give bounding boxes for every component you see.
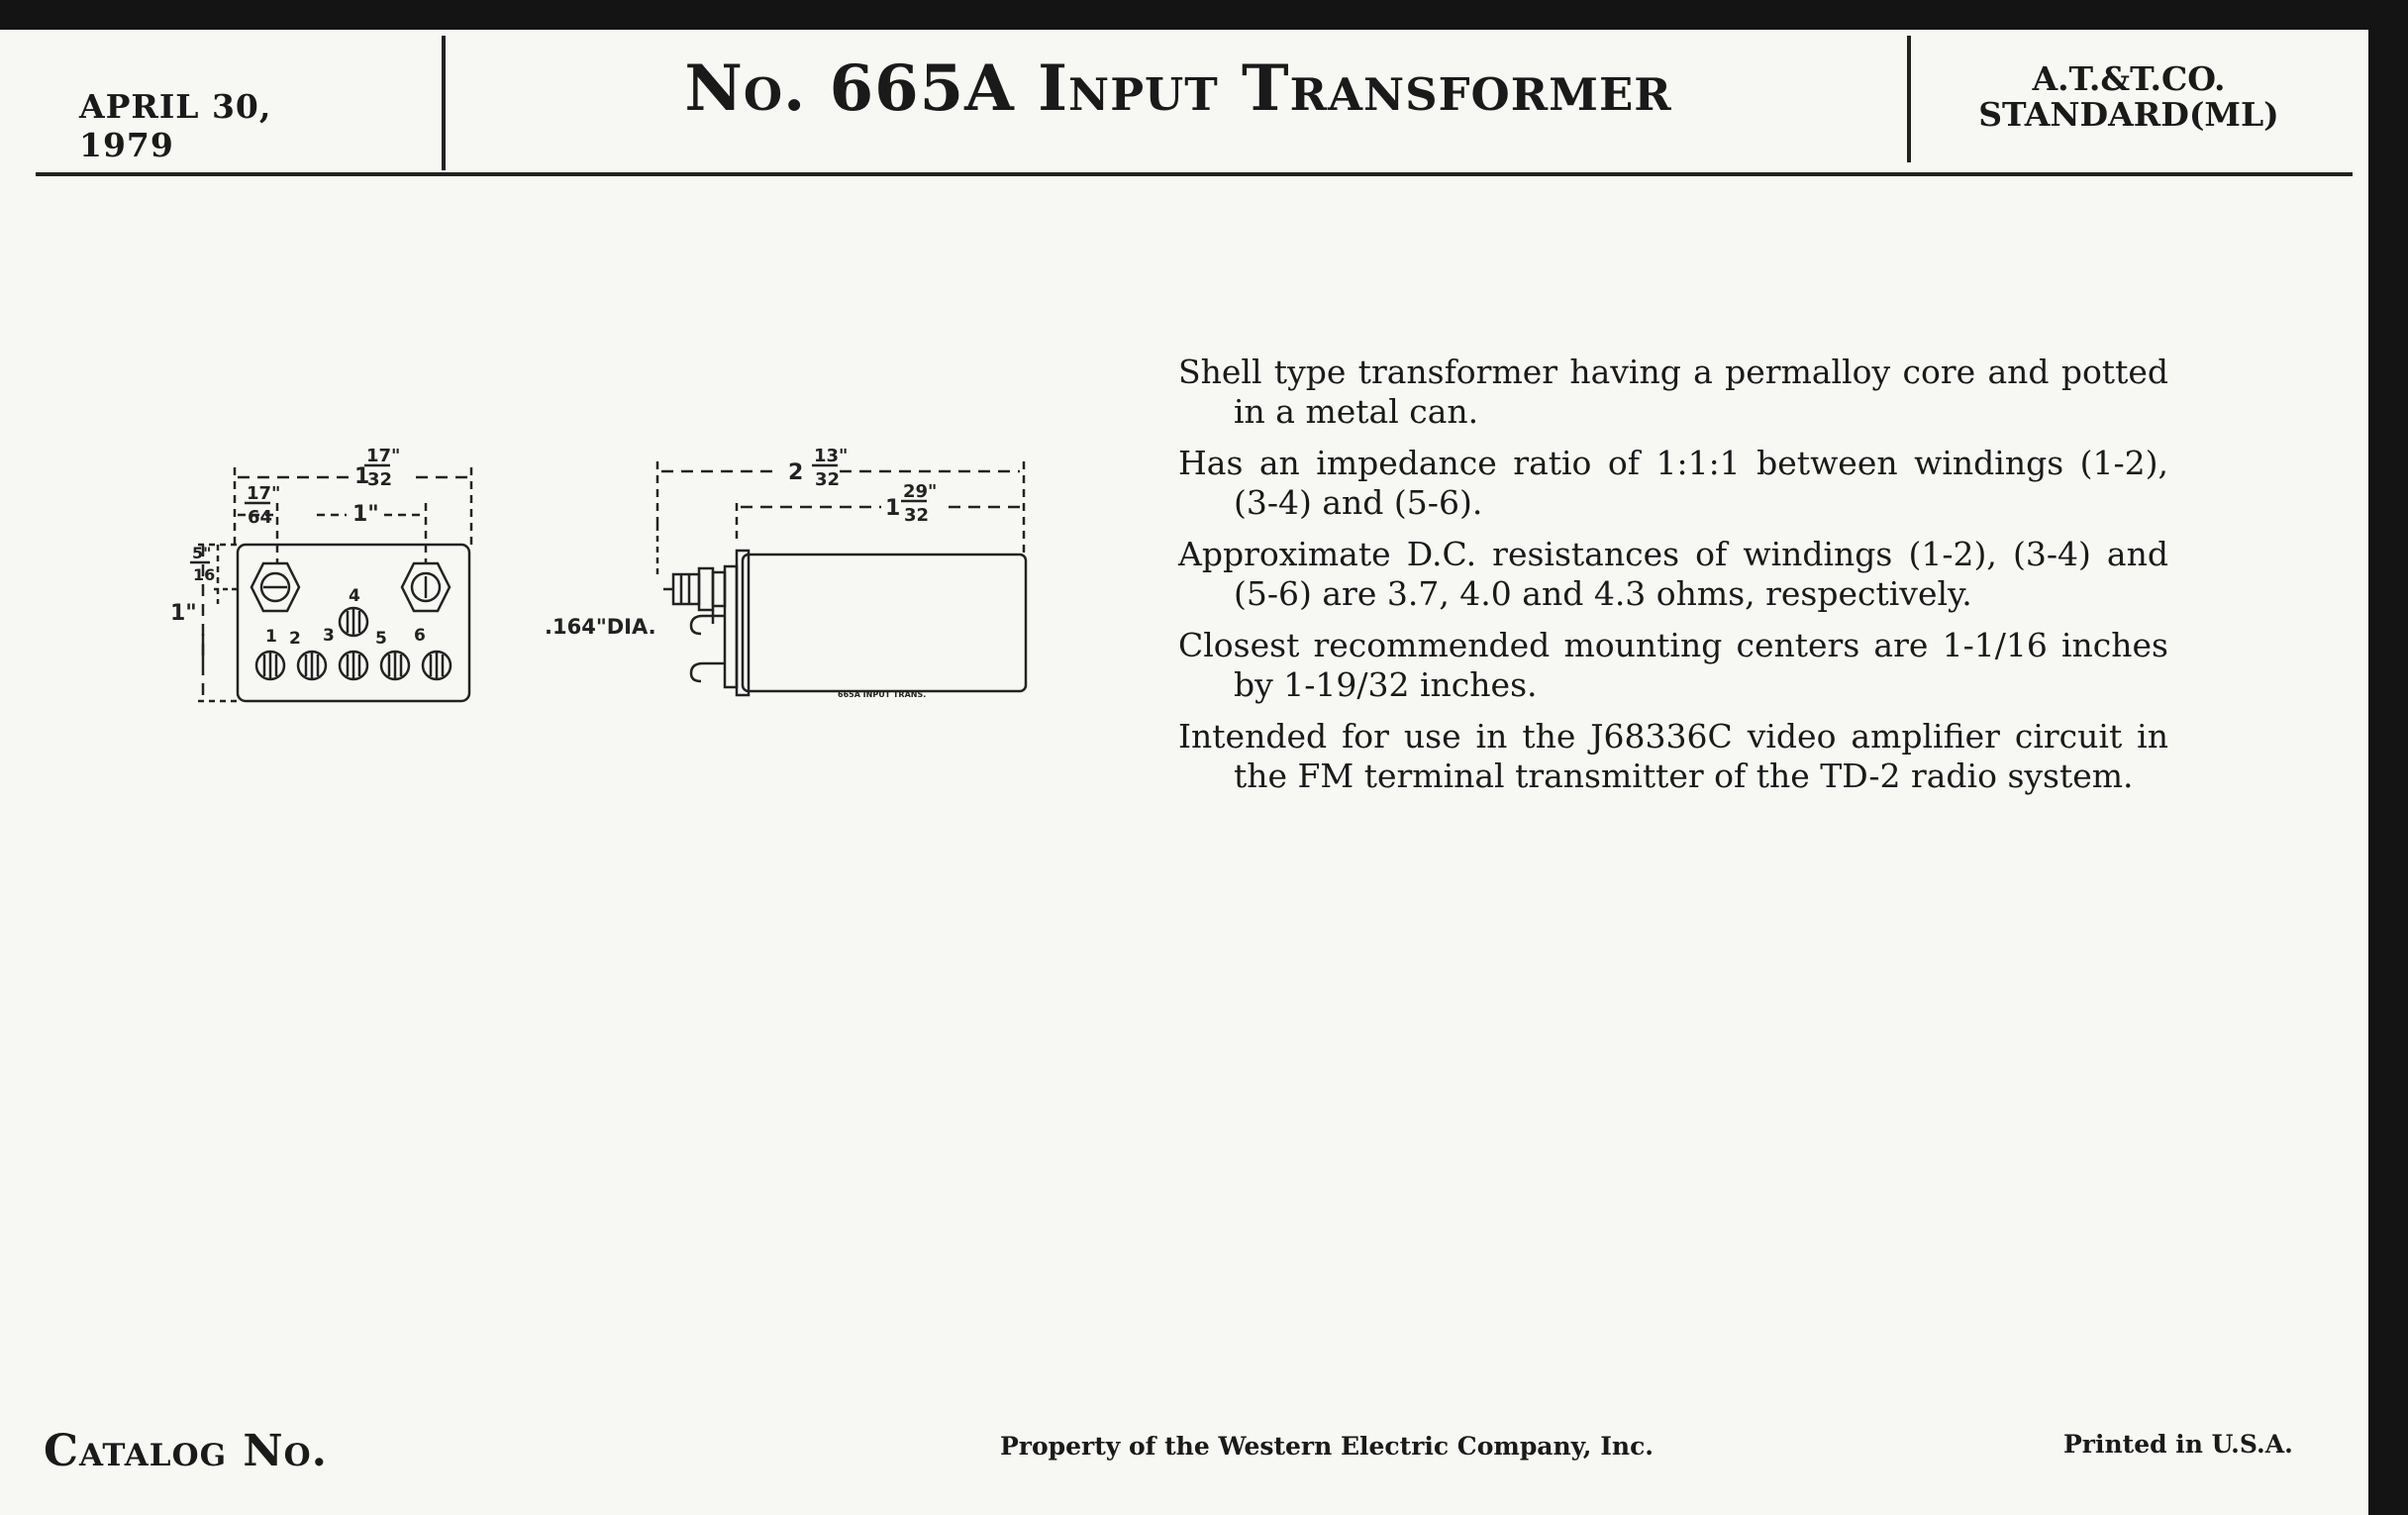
description [1178, 353, 2168, 808]
description-paragraph: Has an impedance ratio of 1:1:1 between windings (1-2), (3-4) and (5-6). [1178, 444, 2168, 522]
dim-overall-denominator: 32 [815, 469, 841, 490]
terminal-label-3: 3 [323, 626, 335, 646]
description-paragraph: Closest recommended mounting centers are 1-1/16 inches by 1-19/32 inches. [1178, 626, 2168, 704]
dim-overall-whole: 2 [788, 460, 804, 485]
dim-17-32-whole: 1 [354, 464, 370, 489]
dim-17-64-numerator: 17" [247, 483, 281, 504]
catalog-number-label: Catalog No. [44, 1426, 328, 1476]
front-view-drawing [149, 436, 485, 713]
property-notice: Property of the Western Electric Company, Inc. [1000, 1432, 1655, 1461]
dim-height: 1" [170, 601, 197, 626]
issue-date: APRIL 30, 1979 [79, 87, 272, 164]
diameter-label: .164"DIA. [545, 615, 656, 639]
side-view-drawing [545, 436, 1040, 713]
terminal-label-2: 2 [289, 629, 301, 649]
dim-overall-numerator: 13" [814, 446, 849, 466]
dim-can-denominator: 32 [904, 505, 930, 526]
terminal-label-1: 1 [265, 627, 277, 647]
dim-1-inch: 1" [352, 502, 379, 527]
printed-notice: Printed in U.S.A. [2063, 1430, 2293, 1459]
description-paragraph: Shell type transformer having a permalloy core and potted in a metal can. [1178, 353, 2168, 431]
description-paragraph: Intended for use in the J68336C video amplifier circuit in the FM terminal transmitter of the TD-2 radio system. [1178, 717, 2168, 795]
standard-line-1: A.T.&T.CO. [2032, 59, 2226, 98]
standard-label [1921, 61, 2337, 133]
dim-5-16-denominator: 16 [193, 565, 216, 584]
header-divider-left [442, 36, 446, 170]
terminal-label-6: 6 [414, 626, 426, 646]
terminal-label-4: 4 [349, 586, 360, 606]
description-paragraph: Approximate D.C. resistances of windings (1-2), (3-4) and (5-6) are 3.7, 4.0 and 4.3 ohms, respectively. [1178, 535, 2168, 613]
scan-border-right [2368, 0, 2408, 1515]
dim-can-whole: 1 [885, 496, 901, 521]
header-rule [36, 172, 2353, 176]
terminal-label-5: 5 [375, 629, 387, 649]
dim-17-32-numerator: 17" [366, 446, 401, 466]
dim-17-64-denominator: 64 [248, 507, 273, 528]
page-title: No. 665A Input Transformer [684, 51, 1672, 126]
scan-border-top [0, 0, 2408, 30]
dim-17-32-denominator: 32 [367, 469, 393, 490]
dim-5-16-numerator: 5" [192, 544, 212, 562]
standard-line-2: STANDARD(ML) [1978, 95, 2279, 134]
header-divider-right [1907, 36, 1911, 162]
can-marking: 665A INPUT TRANS. [838, 690, 927, 699]
dim-can-numerator: 29" [903, 481, 938, 502]
